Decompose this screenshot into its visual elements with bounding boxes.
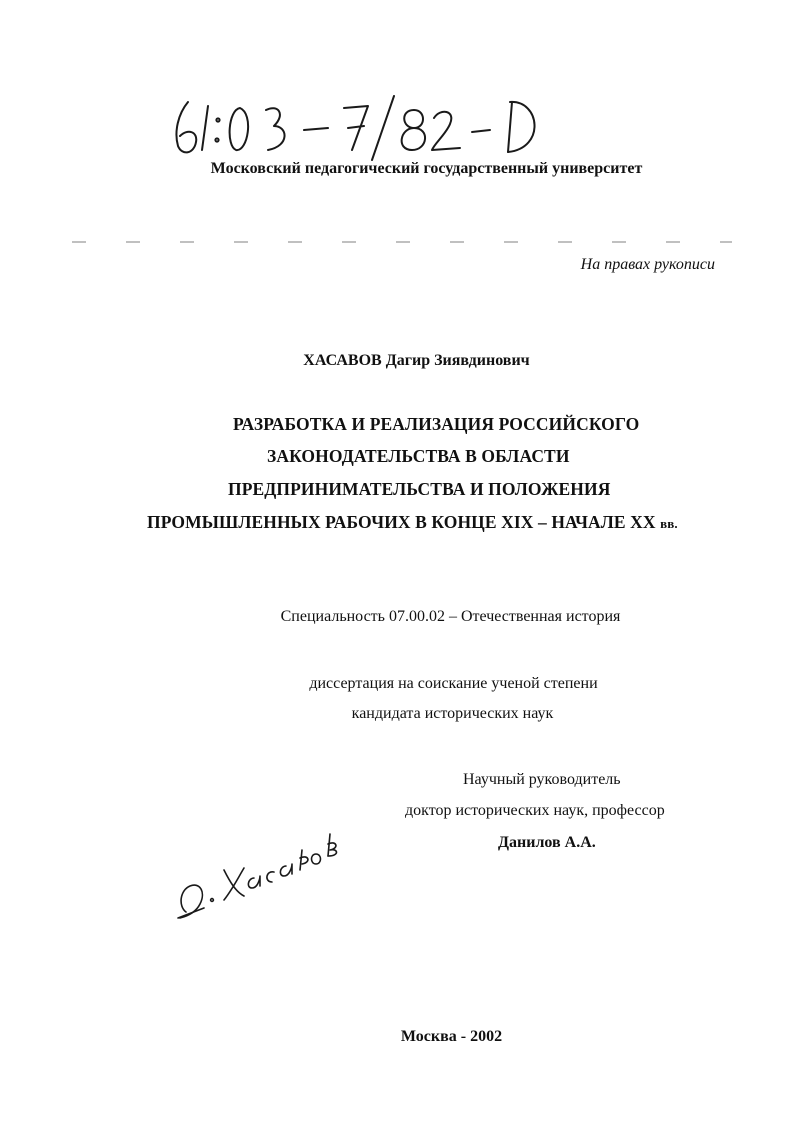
dissertation-title-line-2: ЗАКОНОДАТЕЛЬСТВА В ОБЛАСТИ: [267, 446, 570, 466]
dissertation-title-line-4-suffix: вв.: [660, 516, 678, 531]
dissertation-title-line-1: РАЗРАБОТКА И РЕАЛИЗАЦИЯ РОССИЙСКОГО: [233, 414, 640, 434]
handwritten-registry-code: [168, 88, 568, 168]
advisor-label: Научный руководитель: [463, 771, 621, 788]
dissertation-title-line-4: [147, 512, 678, 533]
advisor-name: Данилов А.А.: [498, 834, 596, 851]
advisor-degree: доктор исторических наук, профессор: [405, 802, 665, 819]
degree-statement-line-2: кандидата исторических наук: [351, 705, 554, 722]
rights-notice: На правах рукописи: [580, 256, 715, 273]
author-name: ХАСАВОВ Дагир Зиявдинович: [303, 352, 530, 369]
specialty: Специальность 07.00.02 – Отечественная история: [280, 608, 621, 625]
degree-statement-line-1: диссертация на соискание ученой степени: [309, 675, 598, 692]
university-name: Московский педагогический государственный университет: [210, 160, 643, 177]
handwritten-signature: [170, 820, 340, 920]
dissertation-title-line-4-main: ПРОМЫШЛЕННЫХ РАБОЧИХ В КОНЦЕ XIX – НАЧАЛЕ XX: [147, 512, 656, 532]
city-year: Москва - 2002: [400, 1028, 503, 1045]
dashed-rule: [72, 240, 732, 244]
dissertation-title-line-3: ПРЕДПРИНИМАТЕЛЬСТВА И ПОЛОЖЕНИЯ: [228, 479, 611, 499]
